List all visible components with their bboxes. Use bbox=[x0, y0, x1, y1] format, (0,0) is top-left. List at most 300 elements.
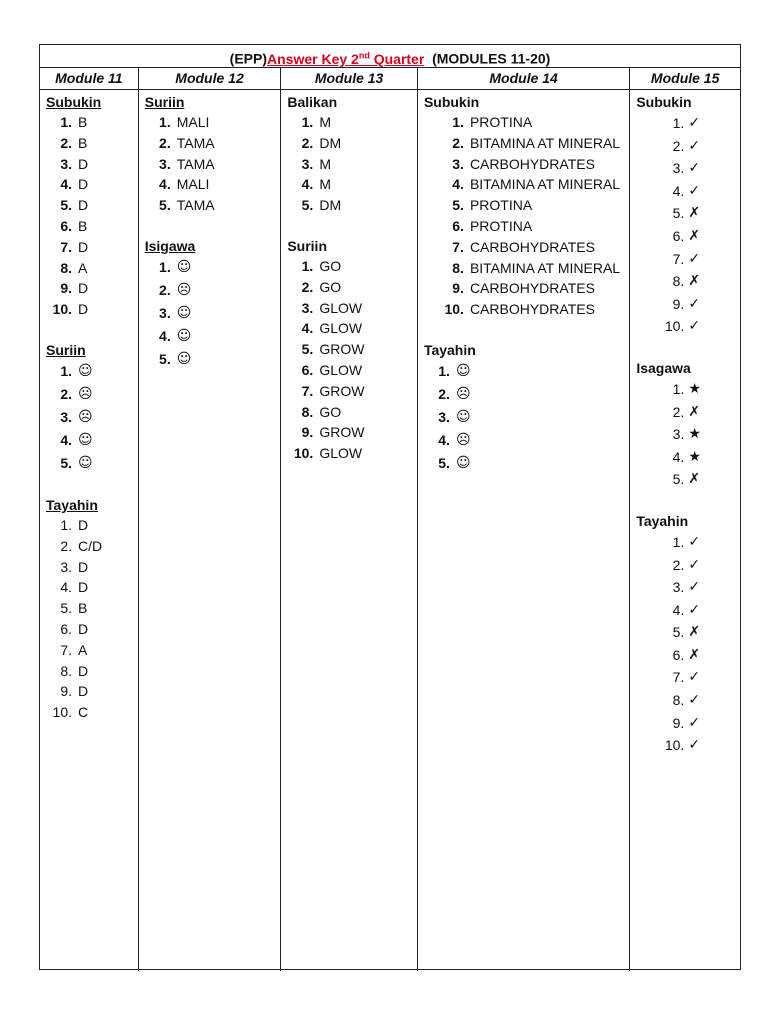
answer-item bbox=[145, 112, 277, 133]
answer-number: 7. bbox=[452, 238, 464, 255]
answer-value: D bbox=[78, 176, 89, 193]
answer-item bbox=[424, 154, 625, 175]
answer-value: M bbox=[319, 114, 331, 130]
answer-value: C bbox=[78, 704, 89, 721]
answer-item bbox=[636, 157, 736, 180]
answer-number: 5. bbox=[60, 454, 72, 471]
answer-value: PROTINA bbox=[469, 197, 533, 214]
answer-item bbox=[424, 112, 625, 133]
answer-number: 5. bbox=[159, 350, 171, 367]
answer-number: 4. bbox=[301, 176, 314, 193]
answer-number: 8. bbox=[60, 259, 72, 276]
answer-number: 1. bbox=[60, 114, 72, 130]
answer-item bbox=[424, 174, 625, 195]
answer-item bbox=[636, 554, 736, 577]
answer-number: 3. bbox=[672, 426, 685, 443]
module-15-column bbox=[630, 90, 740, 971]
answer-value: GO bbox=[319, 278, 342, 295]
answer-value: TAMA bbox=[176, 155, 215, 172]
answer-item bbox=[287, 360, 413, 381]
section-title: Suriin bbox=[287, 237, 327, 254]
answer-item bbox=[636, 401, 736, 424]
answer-item bbox=[424, 299, 625, 320]
answer-item bbox=[287, 318, 413, 339]
answer-value: ☺ bbox=[455, 454, 471, 471]
answer-value: DM bbox=[319, 134, 342, 151]
answer-value: B bbox=[78, 114, 88, 130]
answer-number: 10. bbox=[52, 704, 72, 721]
answer-value: GROW bbox=[319, 341, 365, 358]
header-module-12: Module 12 bbox=[139, 68, 282, 89]
answer-value: ✓ bbox=[688, 579, 701, 596]
answer-number: 5. bbox=[438, 454, 450, 471]
answer-number: 9. bbox=[452, 280, 464, 297]
answer-item bbox=[636, 689, 736, 712]
answer-value: ✗ bbox=[688, 273, 701, 290]
answer-value: ✓ bbox=[688, 737, 701, 754]
answer-value: D bbox=[78, 155, 89, 172]
answer-item bbox=[636, 734, 736, 757]
answer-value: ✓ bbox=[688, 692, 701, 709]
answer-value: B bbox=[78, 134, 88, 151]
answer-value: TAMA bbox=[176, 197, 215, 214]
answer-value: ✓ bbox=[688, 556, 701, 573]
answer-value: D bbox=[78, 280, 89, 297]
answer-value: ✓ bbox=[688, 669, 701, 686]
module-11-column bbox=[40, 90, 139, 971]
section-suriin bbox=[46, 340, 134, 475]
answer-item bbox=[287, 256, 413, 277]
answer-number: 4. bbox=[301, 320, 314, 337]
answer-number: 1. bbox=[672, 115, 685, 131]
answer-item bbox=[287, 381, 413, 402]
answer-item bbox=[46, 661, 134, 682]
section-title: Subukin bbox=[46, 94, 102, 110]
answer-item bbox=[636, 644, 736, 667]
answer-number: 5. bbox=[159, 197, 171, 214]
answer-number: 3. bbox=[672, 160, 685, 177]
answer-item bbox=[636, 468, 736, 491]
answer-number: 1. bbox=[672, 380, 685, 397]
answer-number: 4. bbox=[60, 431, 72, 448]
answer-number: 1. bbox=[159, 114, 171, 130]
answer-number: 4. bbox=[672, 182, 685, 199]
answer-item bbox=[145, 256, 277, 279]
section-title: Isigawa bbox=[144, 237, 196, 254]
answer-value: ☹ bbox=[78, 408, 93, 425]
answer-item bbox=[46, 406, 134, 429]
answer-value: ☺ bbox=[78, 431, 93, 448]
section-title: Tayahin bbox=[423, 341, 476, 358]
title-suffix: (MODULES 11-20) bbox=[432, 50, 551, 67]
answer-number: 1. bbox=[672, 533, 685, 550]
answers-row bbox=[40, 90, 740, 971]
answer-value: PROTINA bbox=[469, 217, 533, 234]
header-module-15: Module 15 bbox=[650, 70, 720, 86]
module-12-column bbox=[139, 90, 282, 971]
answer-number: 1. bbox=[60, 516, 72, 533]
answer-item bbox=[46, 258, 134, 279]
answer-value: GLOW bbox=[319, 320, 363, 337]
answer-item bbox=[145, 279, 277, 302]
answer-value: ✓ bbox=[688, 182, 701, 199]
answer-number: 5. bbox=[672, 471, 685, 488]
answer-value: ☺ bbox=[455, 362, 471, 379]
answer-item bbox=[46, 154, 134, 175]
answer-item bbox=[46, 681, 134, 702]
header-module-13: Module 13 bbox=[281, 68, 418, 89]
section-subukin bbox=[424, 92, 625, 320]
answer-item bbox=[46, 640, 134, 661]
answer-number: 1. bbox=[301, 257, 314, 274]
section-title: Tayahin bbox=[46, 496, 98, 513]
answer-number: 3. bbox=[672, 579, 685, 596]
section-suriin bbox=[145, 92, 277, 216]
answer-item bbox=[287, 174, 413, 195]
answer-item bbox=[636, 225, 736, 248]
answer-value: ✓ bbox=[688, 601, 701, 618]
answer-item bbox=[636, 293, 736, 316]
answer-number: 10. bbox=[664, 318, 685, 335]
answer-number: 5. bbox=[301, 341, 314, 358]
answer-value: ✓ bbox=[688, 250, 701, 267]
module-14-column bbox=[418, 90, 630, 971]
answer-item bbox=[424, 452, 625, 475]
answer-item bbox=[424, 383, 625, 406]
answer-item bbox=[287, 339, 413, 360]
answer-number: 2. bbox=[672, 403, 685, 420]
answer-item bbox=[46, 360, 134, 383]
answer-item bbox=[287, 112, 413, 133]
answer-number: 7. bbox=[60, 238, 72, 255]
answer-number: 2. bbox=[672, 137, 685, 154]
answer-number: 5. bbox=[672, 205, 685, 222]
answer-value: D bbox=[78, 579, 89, 596]
answer-item bbox=[636, 666, 736, 689]
answer-value: B bbox=[78, 217, 88, 234]
answer-item bbox=[424, 237, 625, 258]
answer-value: ✗ bbox=[688, 205, 701, 222]
answer-value: ☹ bbox=[455, 431, 471, 448]
answer-item bbox=[287, 154, 413, 175]
answer-number: 5. bbox=[60, 600, 72, 617]
answer-value: B bbox=[78, 600, 88, 617]
answer-number: 1. bbox=[438, 362, 450, 379]
answer-number: 9. bbox=[301, 424, 314, 441]
answer-item bbox=[46, 237, 134, 258]
answer-item bbox=[424, 406, 625, 429]
answer-value: ☺ bbox=[176, 258, 192, 275]
answer-item bbox=[46, 112, 134, 133]
answer-number: 3. bbox=[159, 155, 171, 172]
document-title bbox=[40, 45, 740, 68]
answer-value: ★ bbox=[688, 448, 701, 465]
answer-item bbox=[636, 531, 736, 554]
answer-number: 1. bbox=[60, 362, 72, 379]
answer-item bbox=[287, 402, 413, 423]
answer-number: 8. bbox=[672, 273, 685, 290]
answer-number: 9. bbox=[672, 714, 685, 731]
answer-number: 4. bbox=[452, 176, 464, 193]
section-isigawa bbox=[145, 236, 277, 371]
answer-number: 3. bbox=[301, 155, 314, 172]
answer-value: ★ bbox=[688, 426, 701, 443]
answer-value: D bbox=[78, 197, 89, 214]
header-module-11: Module 11 bbox=[40, 68, 139, 89]
answer-value: GLOW bbox=[319, 299, 363, 316]
answer-item bbox=[424, 258, 625, 279]
header-module-14: Module 14 bbox=[418, 68, 630, 89]
answer-number: 8. bbox=[672, 692, 685, 709]
answer-value: ★ bbox=[688, 380, 701, 397]
answer-value: GO bbox=[319, 257, 342, 274]
answer-number: 7. bbox=[60, 641, 72, 658]
title-answer-key: Answer Key 2nd Quarter bbox=[267, 50, 425, 67]
section-title: Subukin bbox=[423, 94, 480, 110]
answer-item bbox=[46, 383, 134, 406]
section-subukin bbox=[46, 92, 134, 320]
answer-value: D bbox=[78, 662, 89, 679]
answer-number: 4. bbox=[60, 579, 72, 596]
answer-number: 10. bbox=[444, 301, 464, 318]
answer-value: D bbox=[78, 620, 89, 637]
answer-item bbox=[636, 446, 736, 469]
answer-number: 1. bbox=[452, 114, 464, 130]
answer-value: CARBOHYDRATES bbox=[469, 238, 595, 255]
section-tayahin bbox=[46, 495, 134, 723]
answer-number: 2. bbox=[672, 556, 685, 573]
answer-item bbox=[46, 536, 134, 557]
answer-number: 6. bbox=[452, 217, 464, 234]
answer-value: BITAMINA AT MINERAL bbox=[469, 259, 621, 276]
module-header-row bbox=[40, 68, 740, 90]
answer-number: 9. bbox=[60, 683, 72, 700]
answer-number: 4. bbox=[159, 327, 171, 344]
answer-item bbox=[287, 195, 413, 216]
answer-value: D bbox=[78, 301, 89, 318]
section-title: Subukin bbox=[636, 94, 692, 110]
answer-item bbox=[145, 302, 277, 325]
answer-number: 2. bbox=[60, 134, 72, 151]
answer-number: 3. bbox=[60, 558, 72, 575]
answer-value: GROW bbox=[319, 382, 365, 399]
answer-item bbox=[46, 429, 134, 452]
answer-item bbox=[46, 216, 134, 237]
answer-value: ✓ bbox=[688, 160, 701, 177]
answer-number: 4. bbox=[672, 601, 685, 618]
answer-value: D bbox=[78, 238, 89, 255]
answer-value: ☺ bbox=[455, 408, 471, 425]
answer-value: BITAMINA AT MINERAL bbox=[469, 176, 621, 193]
answer-number: 3. bbox=[301, 299, 314, 316]
answer-item bbox=[287, 277, 413, 298]
answer-item bbox=[636, 712, 736, 735]
answer-item bbox=[424, 278, 625, 299]
answer-item bbox=[287, 133, 413, 154]
answer-number: 2. bbox=[60, 537, 72, 554]
answer-value: ✓ bbox=[688, 137, 701, 154]
answer-number: 7. bbox=[301, 382, 314, 399]
answer-number: 1. bbox=[301, 114, 314, 130]
answer-item bbox=[636, 599, 736, 622]
answer-value: A bbox=[78, 259, 88, 276]
answer-value: ✓ bbox=[688, 115, 701, 131]
answer-item bbox=[287, 443, 413, 464]
answer-value: GLOW bbox=[319, 361, 363, 378]
answer-item bbox=[424, 429, 625, 452]
answer-number: 6. bbox=[672, 227, 685, 244]
answer-item bbox=[636, 112, 736, 135]
answer-item bbox=[636, 270, 736, 293]
answer-number: 5. bbox=[452, 197, 464, 214]
answer-value: ☺ bbox=[176, 304, 192, 321]
answer-item bbox=[636, 423, 736, 446]
answer-value: GO bbox=[319, 403, 342, 420]
answer-value: ✗ bbox=[688, 646, 701, 663]
answer-number: 5. bbox=[60, 197, 72, 214]
answer-number: 8. bbox=[452, 259, 464, 276]
answer-value: ✓ bbox=[688, 295, 701, 312]
answer-number: 2. bbox=[301, 278, 314, 295]
answer-number: 3. bbox=[60, 408, 72, 425]
answer-value: ☹ bbox=[176, 281, 192, 298]
section-tayahin bbox=[636, 511, 736, 757]
answer-value: PROTINA bbox=[469, 114, 533, 130]
answer-number: 3. bbox=[60, 155, 72, 172]
answer-item bbox=[636, 621, 736, 644]
answer-value: TAMA bbox=[176, 134, 215, 151]
answer-number: 2. bbox=[301, 134, 314, 151]
answer-value: ✗ bbox=[688, 227, 701, 244]
answer-value: ☺ bbox=[176, 350, 192, 367]
answer-number: 3. bbox=[452, 155, 464, 172]
answer-item bbox=[46, 299, 134, 320]
answer-value: C/D bbox=[78, 537, 103, 554]
answer-value: M bbox=[319, 176, 331, 193]
answer-item bbox=[46, 515, 134, 536]
answer-value: MALI bbox=[176, 114, 210, 130]
answer-value: ☺ bbox=[176, 327, 192, 344]
section-title: Suriin bbox=[144, 94, 185, 110]
answer-number: 4. bbox=[438, 431, 450, 448]
answer-item bbox=[636, 202, 736, 225]
answer-key-table bbox=[39, 44, 741, 970]
answer-number: 8. bbox=[60, 662, 72, 679]
section-title: Tayahin bbox=[636, 512, 689, 529]
answer-item bbox=[46, 577, 134, 598]
answer-value: D bbox=[78, 558, 89, 575]
answer-number: 3. bbox=[438, 408, 450, 425]
section-title: Suriin bbox=[46, 341, 86, 358]
section-isagawa bbox=[636, 358, 736, 491]
answer-value: M bbox=[319, 155, 331, 172]
answer-item bbox=[46, 133, 134, 154]
answer-value: ✓ bbox=[688, 533, 701, 550]
answer-number: 6. bbox=[60, 217, 72, 234]
answer-number: 9. bbox=[672, 295, 685, 312]
answer-number: 5. bbox=[672, 624, 685, 641]
answer-value: ☺ bbox=[78, 454, 93, 471]
answer-item bbox=[424, 360, 625, 383]
answer-number: 10. bbox=[52, 301, 72, 318]
answer-number: 2. bbox=[159, 134, 171, 151]
answer-number: 8. bbox=[301, 403, 314, 420]
answer-value: CARBOHYDRATES bbox=[469, 280, 595, 297]
answer-value: GLOW bbox=[319, 445, 363, 462]
answer-number: 2. bbox=[452, 134, 464, 151]
answer-value: ✓ bbox=[688, 318, 701, 335]
module-13-column bbox=[281, 90, 418, 971]
answer-item bbox=[145, 325, 277, 348]
answer-item bbox=[46, 598, 134, 619]
answer-number: 6. bbox=[672, 646, 685, 663]
answer-item bbox=[424, 216, 625, 237]
answer-item bbox=[46, 452, 134, 475]
answer-number: 2. bbox=[438, 385, 450, 402]
answer-value: GROW bbox=[319, 424, 365, 441]
answer-number: 3. bbox=[159, 304, 171, 321]
answer-item bbox=[145, 154, 277, 175]
answer-number: 2. bbox=[159, 281, 171, 298]
answer-value: ☹ bbox=[455, 385, 471, 402]
title-prefix: (EPP) bbox=[229, 50, 267, 67]
answer-value: DM bbox=[319, 197, 342, 214]
answer-item bbox=[287, 422, 413, 443]
answer-item bbox=[636, 378, 736, 401]
answer-number: 2. bbox=[60, 385, 72, 402]
answer-number: 4. bbox=[60, 176, 72, 193]
answer-item bbox=[46, 702, 134, 723]
answer-item bbox=[424, 195, 625, 216]
answer-value: ✗ bbox=[688, 403, 701, 420]
answer-item bbox=[287, 298, 413, 319]
answer-value: A bbox=[78, 641, 88, 658]
section-suriin bbox=[287, 236, 413, 464]
answer-number: 4. bbox=[159, 176, 171, 193]
answer-item bbox=[636, 248, 736, 271]
answer-item bbox=[46, 557, 134, 578]
answer-value: ☺ bbox=[78, 362, 93, 379]
answer-item bbox=[46, 278, 134, 299]
answer-item bbox=[46, 174, 134, 195]
answer-number: 7. bbox=[672, 669, 685, 686]
answer-item bbox=[46, 195, 134, 216]
section-subukin bbox=[636, 92, 736, 338]
answer-item bbox=[145, 133, 277, 154]
answer-value: CARBOHYDRATES bbox=[469, 155, 595, 172]
answer-item bbox=[145, 348, 277, 371]
answer-item bbox=[636, 135, 736, 158]
answer-number: 10. bbox=[293, 445, 314, 462]
answer-value: BITAMINA AT MINERAL bbox=[469, 134, 621, 151]
section-tayahin bbox=[424, 340, 625, 475]
answer-number: 1. bbox=[159, 258, 171, 275]
answer-item bbox=[636, 315, 736, 338]
answer-item bbox=[424, 133, 625, 154]
answer-value: ✗ bbox=[688, 624, 701, 641]
answer-item bbox=[145, 195, 277, 216]
answer-number: 6. bbox=[60, 620, 72, 637]
answer-value: ✓ bbox=[688, 714, 701, 731]
section-title: Isagawa bbox=[636, 359, 691, 376]
answer-number: 4. bbox=[672, 448, 685, 465]
section-title: Balikan bbox=[287, 94, 338, 110]
answer-number: 5. bbox=[301, 197, 314, 214]
answer-item bbox=[636, 180, 736, 203]
answer-value: D bbox=[78, 683, 89, 700]
answer-item bbox=[46, 619, 134, 640]
answer-number: 9. bbox=[60, 280, 72, 297]
